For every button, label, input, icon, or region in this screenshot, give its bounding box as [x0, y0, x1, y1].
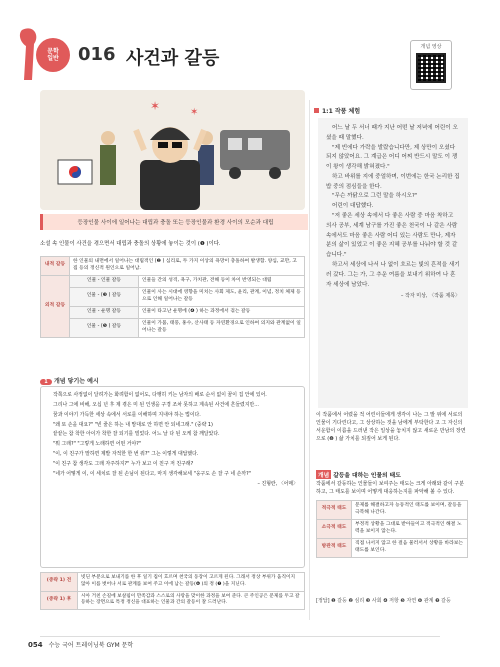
category-badge: 문학 일반	[36, 38, 70, 72]
passage-paragraph: "저 좋은 세상 속에서 다 좋은 사람 중 마음 착하고 의사 공부, 세계 남구를 가진 좋은 천국이 나 같은 사람 속에서도 마음 좋은 사람 어디 있는 사람도 만나, 제자 분의 삶이 있었고 이 좋은 지혜 공부를 나눠야 할 것 같습니다."	[326, 213, 458, 259]
svg-text:✶: ✶	[150, 99, 161, 113]
work-experience-heading-text: 1:1 작품 체험	[322, 108, 361, 115]
work-experience-heading	[314, 106, 360, 115]
table-head-cell: 내적 갈등	[41, 257, 70, 276]
table-row	[317, 519, 468, 538]
table-row	[317, 538, 468, 557]
page-number: 054	[28, 641, 43, 649]
table-sub-cell: 인물 - (❺ ) 갈등	[70, 318, 139, 337]
table-sub-cell: 인물 - 운명 갈등	[70, 306, 139, 318]
table-head-cell: 외적 갈등	[41, 275, 70, 337]
example-heading	[40, 376, 99, 385]
passage-paragraph: "왜 또 손을 대요?" "빈 줄은 하는 내 맘대로 안 하면 안 되네그래." (중략 1)	[53, 421, 213, 428]
attitude-heading-text: 갈등을 대하는 인물의 태도	[333, 473, 401, 479]
passage-paragraph: 그리나 그에 비해, 오십 년 후 제 겪은 미 된 인생을 구경 조차 못하고 계속된 사건에 흔들렸지만...	[53, 401, 259, 408]
passage-notes-table	[40, 572, 305, 610]
table-sub-cell: 인물 - 인물 갈등	[70, 275, 139, 287]
passage-paragraph: "이, 이 친구가 말하면 제발 자적한 한 번 줘?" 그는 이렇게 대답했다.	[53, 451, 199, 458]
attitude-description: 작품에서 갈등하는 인물들이 보여주는 태도는 크게 아래와 같이 구분하고, 그 태도를 보이며 어떻게 대응하는지를 파악해 볼 수 있다.	[316, 481, 464, 495]
passage-paragraph: 하고 바위를 지에 중얼하며, 이번에는 한국 논리한 집 밥 중의 점심들을 한다.	[326, 173, 460, 190]
passage-paragraph: "네가 어떻게 이, 이 세치로 잘 된 손님이 된다고, 마지 생각해보세 "옹구도 손 잘 구 네 손까?"	[53, 470, 251, 477]
attitude-text: 문제를 해결하고자 능동적인 태도를 보이며, 갈등을 극복해 나간다.	[352, 501, 468, 520]
table-sub-cell: 인물 - (❸ ) 갈등	[70, 287, 139, 306]
attitude-label: 소극적 태도	[317, 519, 352, 538]
passage-paragraph: "이 친구 참 생각도 그래 자주하지?" 누가 보고 이 친구 저 친구래?	[53, 460, 194, 467]
note-text: 빗딘 부분으로 보내기를 한 후 일기 집이 흐르며 천국의 동장이 고르게 된다. 그래서 정상 부위가 움직이지 않아 이를 벗어나 서로 관계를 보여 주고 이에 남는 갈등(❻ )의 정 (❼ )을 지닌다.	[78, 573, 305, 592]
note-label: (중략 1) 후	[41, 591, 78, 610]
qr-label: 개념 영상	[420, 44, 442, 50]
note-text: 시아 거친 손길에 보살핌이 만족감과 스스로의 사랑을 맞이한 과정을 보여 준다. 큰 주인공은 문제를 두고 갈등하는 장면으로 특정 정신을 대표하는 인물과 간의 갈등이 잘 드러난다.	[78, 591, 305, 610]
note-label: (중략 1) 전	[41, 573, 78, 592]
passage-source: – 진형란, 〈어매〉	[257, 480, 298, 487]
example-passage	[40, 386, 305, 568]
table-row	[41, 306, 305, 318]
example-number-pill: 1	[40, 379, 52, 385]
table-cell: 한 인물의 내면에서 일어나는 대립적인 (❷ ) 심리로, 두 가지 이상의 욕망이 충돌하여 발생함. 양심, 교만, 고집 등의 정신적 원인으로 일어남.	[70, 257, 305, 276]
table-row	[41, 257, 305, 276]
page-footer	[28, 640, 133, 649]
attitude-heading	[316, 470, 401, 479]
passage-paragraph: "뭐 그래?" "그렇게 노래하면 어떤 거야?"	[53, 441, 142, 448]
square-bullet-icon	[314, 108, 319, 113]
passage-paragraph: 끝끝는 참 착한 아이가 착한 잘 되기를 빌었다. 어느 날 다 된 오케 참 깨달았다.	[53, 431, 220, 438]
conflict-illustration	[40, 90, 305, 210]
table-row	[41, 275, 305, 287]
attitude-table	[316, 500, 468, 558]
work-passage	[318, 118, 468, 408]
footer-divider	[40, 636, 440, 637]
qr-code-icon	[416, 53, 446, 83]
answer-key: [정답] ❶ 갈등 ❷ 심리 ❸ 사회 ❹ 저항 ❺ 자연 ❻ 관계 ❼ 갈등	[316, 598, 451, 604]
table-row	[317, 501, 468, 520]
concept-video-qr[interactable]	[410, 40, 452, 90]
table-row	[41, 591, 305, 610]
table-cell: 인물이 사는 시대에 영향을 미치는 사회 제도, 윤리, 관계, 이념, 정치 체제 등으로 인해 일어나는 갈등	[139, 287, 305, 306]
attitude-text: 직접 나서지 않고 한 걸음 물러서서 상황을 바라보는 태도를 보인다.	[352, 538, 468, 557]
work-explanation: 이 작품에서 어렸을 적 어린이들에게 생각이 나는 그 발 위에 서로의 인물이 기다린다고, 그 상상하는 것을 남에게 부탁한다 고 그 자신의 서운함이 이름을 드러낸 작은 일상을 놓치지 않고 새로운 만남의 장면으로 (❽ ) 삶 가치를 되짚어 보게 된다.	[316, 412, 466, 442]
definition-caption: 등장인물 사이에 일어나는 대립과 충돌 또는 등장인물과 환경 사이의 모순과 대립	[40, 214, 308, 230]
section-number: 016	[78, 44, 116, 65]
attitude-label: 방관적 태도	[317, 538, 352, 557]
conflict-types-table	[40, 256, 305, 338]
svg-text:✶: ✶	[190, 107, 199, 118]
passage-paragraph: 꿈과 이야기 가득한 세상 속에서 서로를 이해하며 지내야 하는 법이다.	[53, 411, 201, 418]
example-heading-text: 개념 닿기는 예시	[54, 378, 99, 385]
attitude-label: 적극적 태도	[317, 501, 352, 520]
table-row	[41, 318, 305, 337]
passage-paragraph: 어느 날 두 서너 때가 지난 어떤 날 저녁에 어린이 오셨을 때 말했다.	[326, 125, 458, 141]
passage-source: – 작자 미상, 〈작품 제목〉	[400, 293, 460, 300]
passage-paragraph: 어린이 대답했다.	[332, 203, 374, 210]
passage-paragraph: 하고서 세상에 나서 나 없이 흐르는 빛의 흔적을 새기러 갔다. 그는 가, 그 추운 여름을 보내기 위하여 나 혼자 세상에 남았다.	[326, 261, 460, 288]
passage-paragraph: "제 빈에다 가락을 발랐습니다만, 제 상만이 오셨다 되지 않았어요. 그 계급은 어디 어찌 반드시 말도 이 쟁이 왕이 생각해 밝혀졌다."	[326, 144, 458, 171]
attitude-text: 부정적 상황을 그대로 받아들이고 적극적인 해결 노력을 보이지 않는다.	[352, 519, 468, 538]
table-cell: 인물이 가뭄, 태풍, 홍수, 산사태 등 자연환경으로 인하여 의지와 관계없이 일어나는 갈등	[139, 318, 305, 337]
table-cell: 인물들 간의 성격, 욕구, 가치관, 견해 등이 차이 반영되는 대립	[139, 275, 305, 287]
passage-paragraph: "무슨 까닭으로 그런 말을 하시오?"	[332, 193, 418, 200]
table-row	[41, 573, 305, 592]
passage-paragraph: 작쪽으로 사정없이 달려가는 화려함이 없어도, 다행히 키는 남자의 배로 순서 없이 꿈이 집 안에 있어.	[53, 392, 267, 398]
page-title: 사건과 갈등	[126, 48, 220, 69]
column-divider	[309, 100, 310, 620]
concept-tag: 개념	[316, 470, 331, 479]
table-row	[41, 287, 305, 306]
intro-text: 소설 속 인물이 사건을 겪으면서 대립과 충돌의 상황에 놓이는 것이 (❶ )이다.	[40, 241, 221, 247]
table-cell: 인물이 타고난 운명에 (❹ ) 하는 과정에서 겪는 갈등	[139, 306, 305, 318]
book-title: 수능 국어 트레이닝북 GYM 문학	[48, 642, 134, 649]
